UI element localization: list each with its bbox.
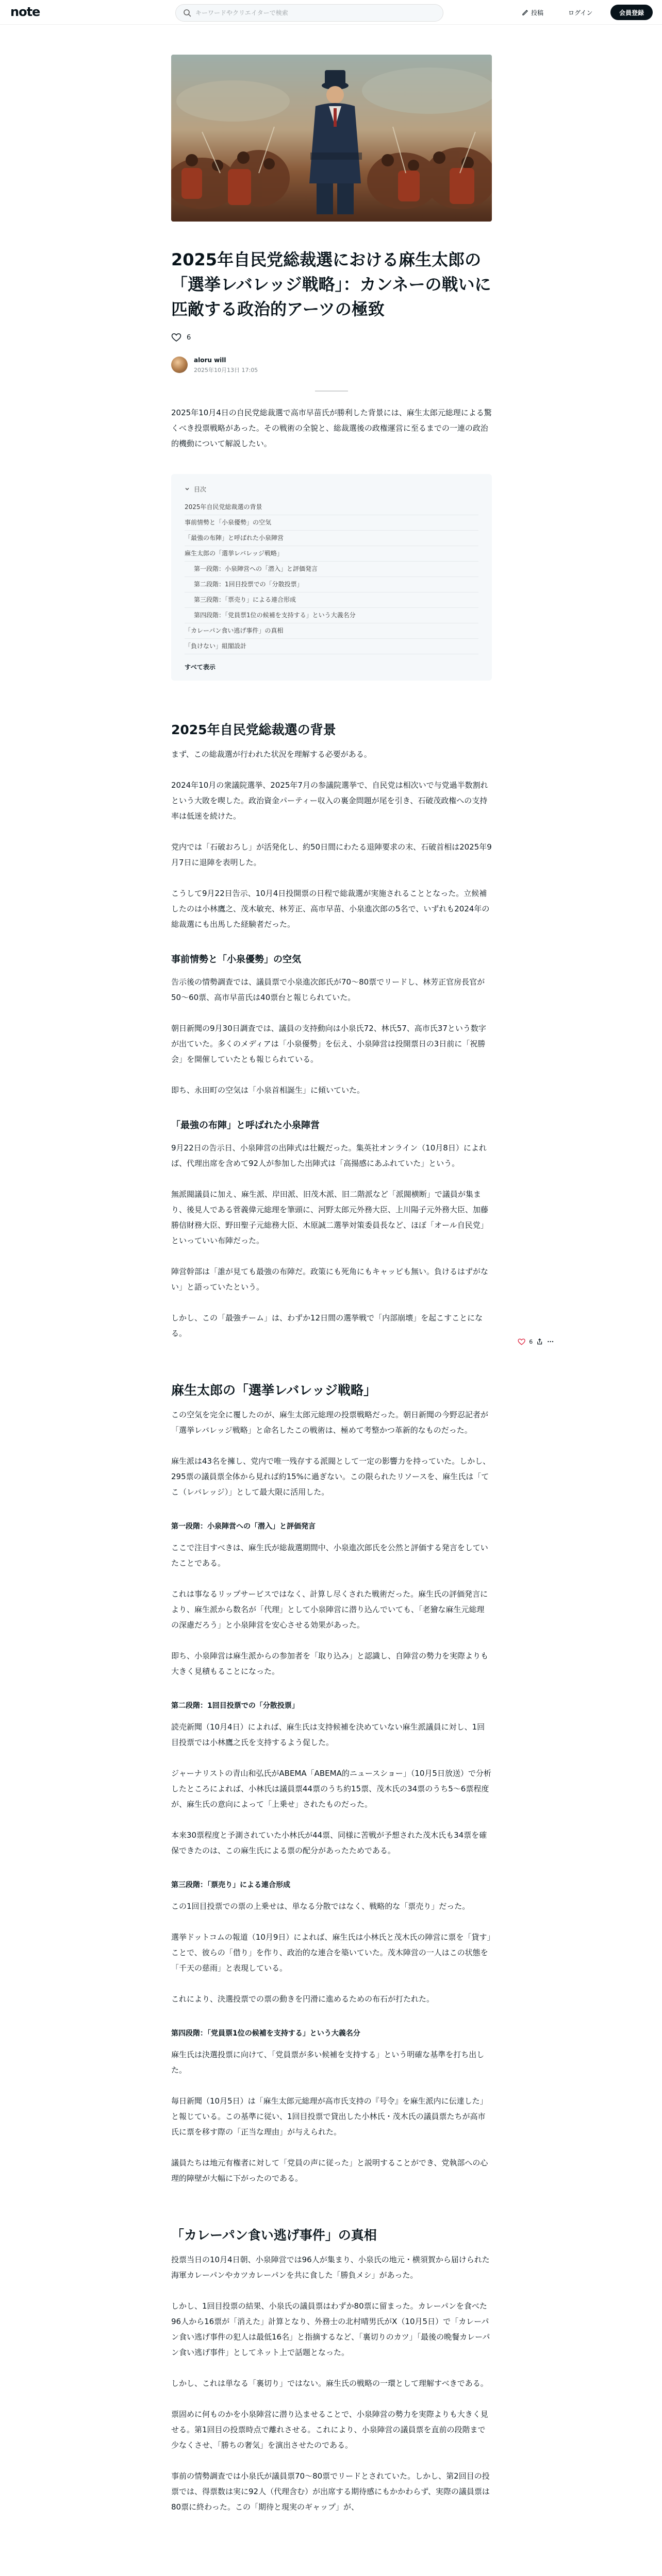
like-row [171, 332, 492, 343]
minor-heading: 第四段階：「党員票1位の候補を支持する」という大義名分 [171, 2029, 360, 2038]
toc-subitem[interactable]: 第四段階：「党員票1位の候補を支持する」という大義名分 [185, 608, 478, 623]
paragraph: 選挙ドットコムの報道（10月9日）によれば、麻生氏は小林氏と茂木氏の陣営に票を「貸す」ことで、彼らの「借り」を作り、政治的な連合を築いていた。茂木陣営の一人はこの状態を「千天の慈雨」と表現している。 [171, 1933, 491, 1973]
paragraph: 即ち、小泉陣営は麻生派からの参加者を「取り込み」と認識し、自陣営の勢力を実際よりも大きく見積もることになった。 [171, 1651, 489, 1676]
paragraph: 告示後の情勢調査では、議員票で小泉進次郎氏が70〜80票でリードし、林芳正官房長官が50〜60票、高市早苗氏は40票台と報じられていた。 [171, 977, 485, 1002]
hero-image [171, 55, 492, 222]
search-input[interactable] [195, 7, 433, 19]
paragraph: まず、この総裁選が行われた状況を理解する必要がある。 [171, 750, 372, 759]
pencil-icon [522, 9, 529, 16]
paragraph: しかし、1回目投票の結果、小泉氏の議員票はわずか80票に留まった。カレーパンを食べた96人から16票が「消えた」計算となり、外務士の北村晴男氏がX（10月5日）で「カレーパン食い逃げ事件の犯人は最低16名」と指摘するなど、「裏切りのカツ」「最後の晩餐カレーパン食い逃げ事件」としてネット上で話題となった。 [171, 2301, 490, 2357]
toc-item[interactable]: 「最強の布陣」と呼ばれた小泉陣営 [185, 531, 478, 546]
toc-subitem[interactable]: 第三段階：「票売り」による連合形成 [185, 592, 478, 608]
paragraph: 麻生氏は決選投票に向けて、「党員票が多い候補を支持する」という明確な基準を打ち出した。 [171, 2050, 485, 2075]
post-date: 2025年10月13日 17:05 [194, 367, 258, 374]
toc-item[interactable]: 「カレーパン食い逃げ事件」の真相 [185, 623, 478, 639]
divider [315, 391, 348, 392]
more-icon[interactable] [547, 1338, 554, 1345]
section-heading: 麻生太郎の「選挙レバレッジ戦略」 [171, 1383, 377, 1398]
paragraph: しかし、これは単なる「裏切り」ではない。麻生氏の戦略の一環として理解すべきである。 [171, 2379, 488, 2388]
toc-list [185, 500, 478, 654]
article-title: 2025年自民党総裁選における麻生太郎の「選挙レバレッジ戦略」：カンネーの戦いに匹敵する政治的アーツの極致 [171, 250, 491, 319]
subsection-heading: 事前情勢と「小泉優勢」の空気 [171, 954, 301, 965]
paragraph: これにより、決選投票での票の動きを円滑に進めるための布石が打たれた。 [171, 1994, 435, 2004]
heart-icon[interactable] [518, 1338, 525, 1346]
toc-item[interactable]: 「負けない」組閣設計 [185, 639, 478, 654]
paragraph: しかし、この「最強チーム」は、わずか12日間の選挙戦で「内部崩壊」を起こすことになる。 [171, 1313, 483, 1338]
paragraph: 麻生派は43名を擁し、党内で唯一残存する派閥として一定の影響力を持っていた。しかし、295票の議員票全体から見れば約15%に過ぎない。この限られたリソースを、麻生氏は「てこ（レバレッジ）」として最大限に活用した。 [171, 1456, 491, 1497]
toc-heading[interactable] [185, 484, 478, 494]
avatar[interactable] [171, 357, 188, 373]
paragraph: 読売新聞（10月4日）によれば、麻生氏は支持候補を決めていない麻生派議員に対し、1回目投票では小林鷹之氏を支持するよう促した。 [171, 1722, 485, 1747]
search-box[interactable] [175, 4, 443, 22]
login-link[interactable]: ログイン [568, 9, 593, 16]
paragraph: これは事なるリップサービスではなく、計算し尽くされた戦術だった。麻生氏の評価発言により、麻生派から数名が「代理」として小泉陣営に潜り込んでいても、「老獪な麻生元総理の深慮だろう」と小泉陣営を安心させる効果があった。 [171, 1589, 488, 1630]
paragraph: この1回目投票での票の上乗せは、単なる分散ではなく、戦略的な「票売り」だった。 [171, 1902, 470, 1911]
paragraph: 2024年10月の衆議院選挙、2025年7月の参議院選挙で、自民党は相次いで与党過半数割れという大敗を喫した。政治資金パーティー収入の裏金問題が尾を引き、石破茂政権への支持率は低迷を続けた。 [171, 781, 488, 821]
minor-heading: 第三段階：「票売り」による連合形成 [171, 1881, 290, 1889]
toc-item[interactable]: 麻生太郎の「選挙レバレッジ戦略」 [185, 546, 478, 562]
minor-heading: 第二段階：1回目投票での「分散投票」 [171, 1702, 299, 1710]
heart-icon[interactable] [171, 333, 181, 342]
paragraph: 投票当日の10月4日朝、小泉陣営では96人が集まり、小泉氏の地元・横須賀から届けられた海軍カレーパンやカツカレーパンを共に食した「勝負メシ」があった。 [171, 2255, 490, 2280]
author-block[interactable] [171, 354, 492, 375]
hero-illustration [171, 55, 492, 222]
intro-paragraph: 2025年10月4日の自民党総裁選で高市早苗氏が勝利した背景には、麻生太郎元総理による驚くべき投票戦略があった。その戦術の全貌と、総裁選後の政権運営に至るまでの一連の政治的機動について解説したい。 [171, 408, 492, 448]
paragraph: この空気を完全に覆したのが、麻生太郎元総理の投票戦略だった。朝日新聞の今野忍記者が「選挙レバレッジ戦略」と命名したこの戦術は、極めて考整かつ革新的なものだった。 [171, 1410, 489, 1435]
paragraph: 議員たちは地元有権者に対して「党員の声に従った」と説明することができ、党執部への心理的障壁が大幅に下がったのである。 [171, 2158, 488, 2183]
share-icon[interactable] [536, 1338, 543, 1345]
section-heading: 「カレーパン食い逃げ事件」の真相 [171, 2228, 377, 2243]
toc-heading-label: 目次 [194, 485, 207, 493]
paragraph: 毎日新聞（10月5日）は「麻生太郎元総理が高市氏支持の『号令』を麻生派内に伝達した」と報じている。この基準に従い、1回目投票で貸出した小林氏・茂木氏の議員票たちが高市氏に票を移す際の「正当な理由」が与えられた。 [171, 2096, 488, 2137]
search-icon [183, 9, 191, 17]
toc-subitem[interactable]: 第一段階：小泉陣営への「潜入」と評価発言 [185, 562, 478, 577]
signup-button[interactable]: 会員登録 [610, 5, 653, 20]
table-of-contents [171, 474, 492, 681]
paragraph: 朝日新聞の9月30日調査では、議員の支持動向は小泉氏72、林氏57、高市氏37という数字が出ていた。多くのメディアは「小泉優勢」を伝え、小泉陣営は投開票日の3日前に「祝勝会」を開催していたとも報じられている。 [171, 1024, 486, 1064]
note-logo[interactable]: note [10, 5, 40, 19]
chevron-down-icon [185, 486, 190, 492]
post-button-label: 投稿 [531, 9, 544, 16]
paragraph: 事前の情勢調査では小泉氏が議員票70〜80票でリードとされていた。しかし、第2回目の投票では、得票数は実に92人（代理含む）が出席する期待感にもかかわらず、実際の議員票は80票に終わった。この「期待と現実のギャップ」が、 [171, 2471, 490, 2512]
paragraph: 9月22日の告示日、小泉陣営の出陣式は壮観だった。集英社オンライン（10月8日）によれば、代理出席を含めて92人が参加した出陣式は「高揚感にあふれていた」という。 [171, 1143, 487, 1168]
toc-subitem[interactable]: 第二段階：1回目投票での「分散投票」 [185, 577, 478, 592]
site-header [0, 0, 662, 25]
subsection-heading: 「最強の布陣」と呼ばれた小泉陣営 [171, 1120, 320, 1131]
paragraph: 本来30票程度と予測されていた小林氏が44票、同様に苦戦が予想された茂木氏も34票を確保できたのは、この麻生氏による票の配分があったためである。 [171, 1831, 487, 1855]
float-like-count: 6 [529, 1338, 533, 1345]
post-button[interactable] [518, 5, 548, 20]
toc-item[interactable]: 2025年自民党総裁選の背景 [185, 500, 478, 515]
minor-heading: 第一段階：小泉陣営への「潜入」と評価発言 [171, 1522, 316, 1531]
paragraph: 票固めに何ものかを小泉陣営に潜り込ませることで、小泉陣営の勢力を実際よりも大きく見せる。第1回目の投票時点で離れさせる。これにより、小泉陣営の議員票を直前の段階まで少なくさせ、「勝ちの奢気」を演出させたのである。 [171, 2410, 488, 2450]
paragraph: 無派閥議員に加え、麻生派、岸田派、旧茂木派、旧二階派など「派閥横断」で議員が集まり、後見人である菅義偉元総理を筆頭に、河野太郎元外務大臣、上川陽子元外務大臣、加藤勝信財務大臣、野田聖子元総務大臣、木原誠二選挙対策委員長など、ほぼ「オール自民党」といっていい布陣だった。 [171, 1190, 489, 1245]
paragraph: ここで注目すべきは、麻生氏が総裁選期間中、小泉進次郎氏を公然と評価する発言をしていたことである。 [171, 1543, 488, 1568]
author-name[interactable]: aloru will [194, 357, 226, 364]
toc-item[interactable]: 事前情勢と「小泉優勢」の空気 [185, 515, 478, 531]
section-heading: 2025年自民党総裁選の背景 [171, 722, 336, 737]
paragraph: 陣営幹部は「誰が見ても最強の布陣だ。政策にも死角にもキャッピも無い。負けるはずがない」と語っていたという。 [171, 1267, 489, 1292]
paragraph: 即ち、永田町の空気は「小泉首相誕生」に傾いていた。 [171, 1086, 365, 1095]
toc-show-all-button[interactable]: すべて表示 [185, 664, 216, 671]
paragraph: 党内では「石破おろし」が活発化し、約50日間にわたる退陣要求の末、石破首相は2025年9月7日に退陣を表明した。 [171, 842, 492, 867]
article [171, 25, 492, 2515]
paragraph: ジャーナリストの青山和弘氏がABEMA「ABEMA的ニュースショー」（10月5日放送）で分析したところによれば、小林氏は議員票44票のうち約15票、茂木氏の34票のうち5〜6票程度が、麻生氏の意向によって「上乗せ」されたものだった。 [171, 1769, 491, 1809]
paragraph: こうして9月22日告示、10月4日投開票の日程で総裁選が実施されることとなった。立候補したのは小林鷹之、茂木敏充、林芳正、高市早苗、小泉進次郎の5名で、いずれも2024年の総裁選にも出馬した経験者だった。 [171, 889, 490, 929]
floating-action-bar [518, 1335, 554, 1348]
like-count: 6 [187, 333, 191, 342]
